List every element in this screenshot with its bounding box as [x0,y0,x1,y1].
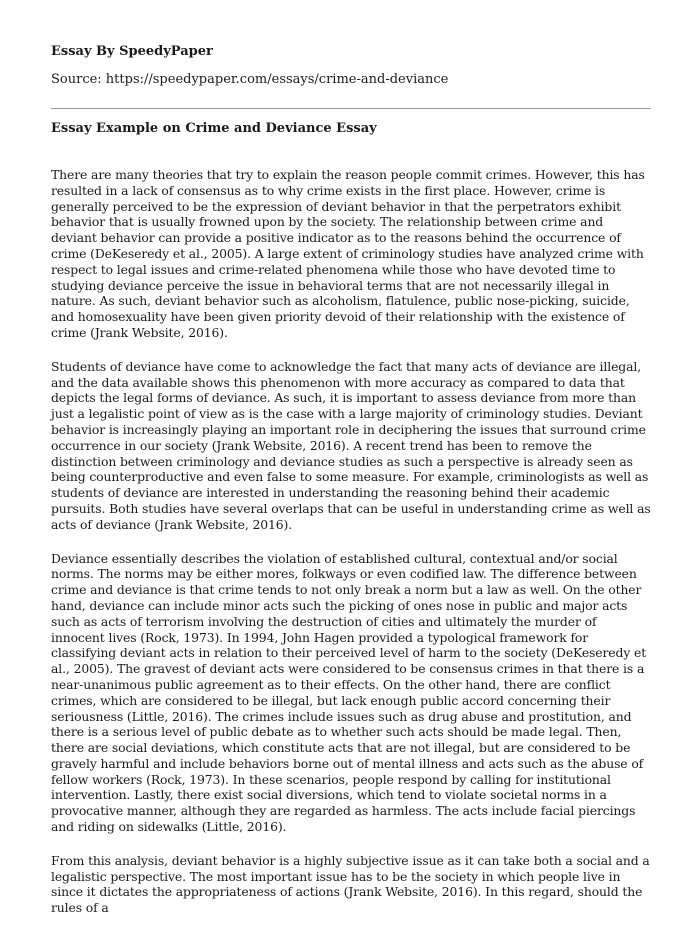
essay-body [51,167,652,934]
essay-title: Essay Example on Crime and Deviance Essay [51,121,377,136]
header-divider [51,108,651,109]
essay-paragraph-4: From this analysis, deviant behavior is a highly subjective issue as it can take both a social and a legalistic perspective. The most important issue has to be the society in which people live in since it dictates the appropriateness of actions (Jrank Website, 2016). In this regard, should the rules of a [51,852,650,916]
document-source-line: Source: https://speedypaper.com/essays/crime-and-deviance [51,72,449,87]
document-header-title: Essay By SpeedyPaper [51,44,213,59]
essay-paragraph-3: Deviance essentially describes the violation of established cultural, contextual and/or social norms. The norms may be either mores, folkways or even codified law. The difference between crime and deviance is that crime tends to not only break a norm but a law as well. On the other hand, deviance can include minor acts such the picking of ones nose in public and major acts such as acts of terrorism involving the destruction of cities and ultimately the murder of innocent lives (Rock, 1973). In 1994, John Hagen provided a typological framework for classifying deviant acts in relation to their perceived level of harm to the society (DeKeseredy et al., 2005). The gravest of deviant acts were considered to be consensus crimes in that there is a near-unanimous public agreement as to their effects. On the other hand, there are conflict crimes, which are considered to be illegal, but lack enough public accord concerning their seriousness (Little, 2016). The crimes include issues such as drug abuse and prostitution, and there is a serious level of public debate as to whether such acts should be made legal. Then, there are social deviations, which constitute acts that are not illegal, but are considered to be gravely harmful and include behaviors borne out of mental illness and acts such as the abuse of fellow workers (Rock, 1973). In these scenarios, people respond by calling for institutional intervention. Lastly, there exist social diversions, which tend to violate societal norms in a provocative manner, although they are regarded as harmless. The acts include facial piercings and riding on sidewalks (Little, 2016). [51,550,647,835]
essay-paragraph-1: There are many theories that try to explain the reason people commit crimes. However, this has resulted in a lack of consensus as to why crime exists in the first place. However, crime is generally perceived to be the expression of deviant behavior in that the perpetrators exhibit behavior that is usually frowned upon by the society. The relationship between crime and deviant behavior can provide a positive indicator as to the reasons behind the occurrence of crime (DeKeseredy et al., 2005). A large extent of criminology studies have analyzed crime with respect to legal issues and crime-related phenomena while those who have devoted time to studying deviance perceive the issue in behavioral terms that are not necessarily illegal in nature. As such, deviant behavior such as alcoholism, flatulence, public nose-picking, suicide, and homosexuality have been given priority devoid of their relationship with the existence of crime (Jrank Website, 2016). [51,167,645,340]
essay-paragraph-2: Students of deviance have come to acknowledge the fact that many acts of deviance are illegal, and the data available shows this phenomenon with more accuracy as compared to data that depicts the legal forms of deviance. As such, it is important to assess deviance from more than just a legalistic point of view as is the case with a large majority of criminology studies. Deviant behavior is increasingly playing an important role in deciphering the issues that surround crime occurrence in our society (Jrank Website, 2016). A recent trend has been to remove the distinction between criminology and deviance studies as such a perspective is already seen as being counterproductive and even false to some measure. For example, criminologists as well as students of deviance are interested in understanding the reasoning behind their academic pursuits. Both studies have several overlaps that can be useful in understanding crime as well as acts of deviance (Jrank Website, 2016). [51,358,651,532]
